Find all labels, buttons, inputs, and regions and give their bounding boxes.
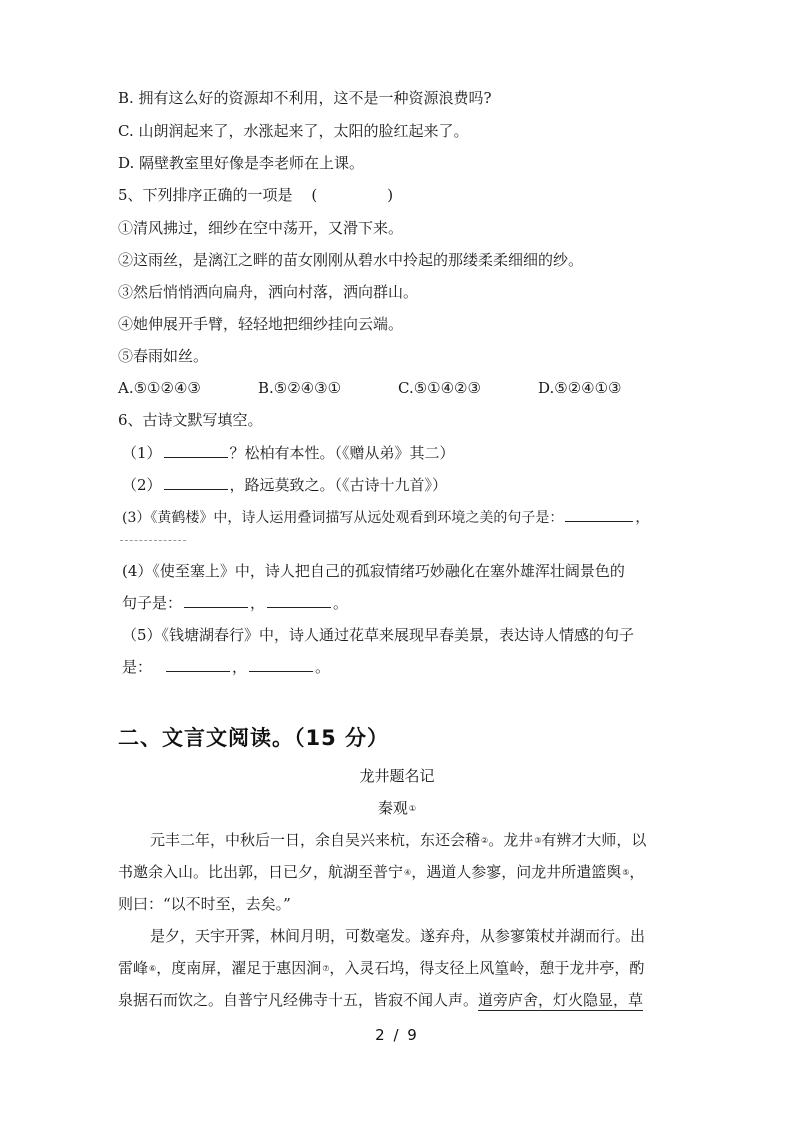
option-b: B. 拥有这么好的资源却不利用，这不是一种资源浪费吗? [118,89,492,107]
section-heading: 二、文言文阅读。（15 分） [118,726,390,750]
paragraph-1-line-1 [150,830,646,851]
sentence-5: ⑤春雨如丝。 [118,347,209,365]
question-6: 6、古诗文默写填空。 [118,411,263,429]
text-run: 有辨才大师，以 [541,831,647,849]
fill-blank [164,475,228,490]
footnote-marker: ③ [534,836,542,845]
footnote-marker: ⑦ [322,964,330,973]
poem-4-label: 句子是： [122,594,183,612]
footnote-marker: ④ [404,868,412,877]
sentence-1: ①清风拂过，细纱在空中荡开，又滑下来。 [118,219,404,237]
sentence-4: ④她伸展开手臂，轻轻地把细纱挂向云端。 [118,315,404,333]
footnote-marker: ⑤ [622,868,630,877]
fill-blank [249,657,313,672]
article-author [0,797,794,818]
sentence-3: ③然后悄悄洒向扁舟，洒向村落，洒向群山。 [118,283,419,301]
poem-4-sep: ， [250,594,266,612]
fill-blank [184,593,248,608]
fill-blank [166,657,230,672]
poem-5-end: 。 [315,658,331,676]
option-d: D. 隔壁教室里好像是李老师在上课。 [118,154,365,172]
dashed-blank-line [120,540,186,541]
text-run: 书邀余入山。比出郭，日已夕，航湖至普宁 [118,863,404,881]
order-option-a: A.⑤①②④③ [118,379,201,397]
answer-paren-close: ) [387,186,394,204]
footnote-marker: ② [481,836,489,845]
poem-3-end: ， [635,510,650,526]
page-number: 2 / 9 [375,1026,419,1044]
poem-5-label: 是： [122,658,153,676]
poem-blank-3 [122,507,649,528]
paragraph-1-line-3: 则曰：“以不时至，去矣。” [118,895,291,913]
text-run: 泉据石而饮之。自普宁凡经佛寺十五，皆寂不闻人声。 [118,991,479,1009]
poem-blank-2 [122,475,447,495]
paragraph-2-line-1: 是夕，天宇开霁，林间月明，可数毫发。遂弃舟，从参寥策杖并湖而行。出 [150,927,646,945]
text-run: ，度南屏，濯足于惠因涧 [156,959,322,977]
poem-4-line-1: (4）《使至塞上》中，诗人把自己的孤寂情绪巧妙融化在塞外雄浑壮阔景色的 [122,562,625,580]
text-run: 。龙井 [488,831,534,849]
order-option-d: D.⑤②④①③ [538,379,622,397]
text-run: ，遇道人参寥，问龙井所遣篮舆 [411,863,622,881]
author-name: 秦观 [377,799,408,817]
fill-blank [565,507,633,522]
text-run: ， [629,863,645,881]
poem-2-number: （2） [122,476,162,494]
question-5-text: 5、下列排序正确的一项是 [118,186,293,204]
poem-1-number: （1） [122,444,162,462]
article-title: 龙井题名记 [359,767,435,785]
fill-blank [267,593,331,608]
paragraph-2-line-2 [118,958,644,979]
answer-paren-open: ( [311,186,318,204]
poem-2-text: ，路远莫致之。（《古诗十九首》） [229,476,448,494]
paragraph-1-line-2 [118,862,644,883]
poem-5-line-2 [122,657,330,677]
order-option-b: B.⑤②④③① [258,379,342,397]
order-options [118,378,622,398]
text-run: 雷峰 [118,959,149,977]
fill-blank [164,443,228,458]
poem-blank-1 [122,443,455,463]
footnote-marker: ⑥ [149,964,157,973]
text-run: ，入灵石坞，得支径上风篁岭，憩于龙井亭，酌 [329,959,645,977]
poem-4-line-2 [122,593,348,613]
text-run: 元丰二年，中秋后一日，余自吴兴来杭，东还会稽 [150,831,481,849]
paragraph-2-line-3 [118,990,643,1010]
sentence-2: ②这雨丝，是漓江之畔的苗女刚刚从碧水中拎起的那缕柔柔细细的纱。 [118,251,584,269]
order-option-c: C.⑤①④②③ [398,379,481,397]
poem-4-end: 。 [333,594,349,612]
poem-3-text: (3）《黄鹤楼》中，诗人运用叠词描写从远处观看到环境之美的句子是： [122,510,564,526]
poem-1-text: ？松柏有本性。（《赠从弟》其二） [229,444,455,462]
poem-5-line-1: （5）《钱塘湖春行》中，诗人通过花草来展现早春美景，表达诗人情感的句子 [122,626,635,644]
question-5 [118,185,393,205]
option-c: C. 山朗润起来了，水涨起来了，太阳的脸红起来了。 [118,122,469,140]
underlined-sentence: 道旁庐舍，灯火隐显，草 [478,991,644,1009]
poem-5-sep: ， [232,658,248,676]
footnote-marker: ① [408,804,417,813]
